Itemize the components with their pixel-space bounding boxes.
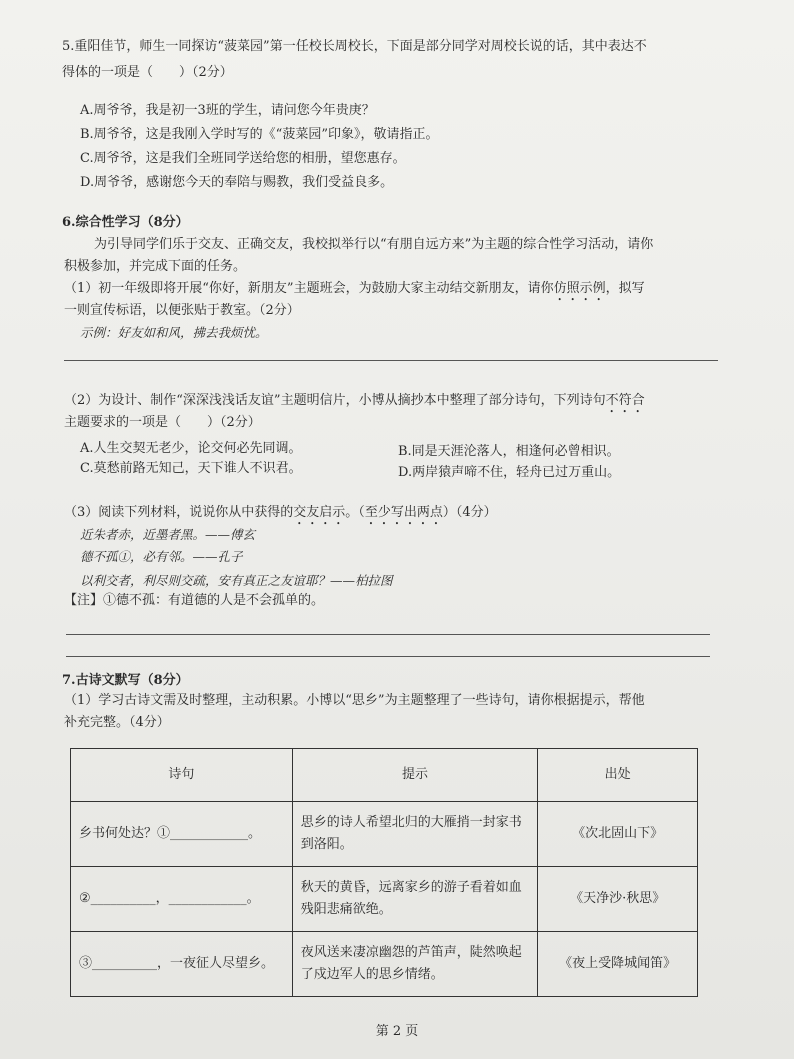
table-row: [71, 932, 698, 997]
source-cell: 《天净沙·秋思》: [538, 867, 698, 932]
q6-intro-line2: 积极参加，并完成下面的任务。: [64, 259, 247, 274]
source-cell: 《次北固山下》: [538, 802, 698, 867]
hint-cell: 夜风送来凄凉幽怨的芦笛声，陡然唤起了戍边军人的思乡情绪。: [292, 932, 538, 997]
q6-part2-option-d: D.两岸猿声啼不住，轻舟已过万重山。: [398, 465, 621, 480]
poem-table-header-row: [71, 749, 698, 802]
q6-part3-emphasis-2: 至少写出两点: [364, 505, 443, 520]
hint-cell: 思乡的诗人希望北归的大雁捎一封家书到洛阳。: [292, 802, 538, 867]
verse-cell[interactable]: ③__________，一夜征人尽望乡。: [71, 932, 293, 997]
q6-part2-text-a: （2）为设计、制作“深深浅浅话友谊”主题明信片，小博从摘抄本中整理了部分诗句，下列诗句: [64, 393, 606, 408]
q6-part3-text-b: 。（: [345, 505, 365, 520]
q5-option-c: C.周爷爷，这是我们全班同学送给您的相册，望您惠存。: [80, 151, 406, 166]
q6-part2-option-a: A.人生交契无老少，论交何必先同调。: [80, 441, 302, 456]
q6-quote-2: 德不孤①，必有邻。——孔子: [80, 549, 243, 564]
q6-part3-emphasis-1: 交友启示: [293, 505, 346, 520]
q6-quote-3: 以利交者，利尽则交疏，安有真正之友谊耶？——柏拉图: [80, 573, 393, 588]
q6-note: 【注】①德不孤：有道德的人是不会孤单的。: [64, 593, 325, 608]
q6-part3-text-c: ）（4分）: [442, 505, 497, 520]
q6-part1-text-a: （1）初一年级即将开展“你好，新朋友”主题班会，为鼓励大家主动结交新朋友，请你: [64, 281, 554, 296]
q6-part3-answer-line-2[interactable]: [66, 656, 710, 657]
q6-part2-option-c: C.莫愁前路无知己，天下谁人不识君。: [80, 461, 302, 476]
header-verse: 诗句: [71, 749, 293, 802]
q5-line1: 5.重阳佳节，师生一同探访“菠菜园”第一任校长周校长，下面是部分同学对周校长说的话，其中表达不: [62, 39, 647, 54]
header-source: 出处: [538, 749, 698, 802]
q6-part3-text-a: （3）阅读下列材料，说说你从中获得的: [64, 505, 294, 520]
q6-part1-line2: 一则宣传标语，以便张贴于教室。（2分）: [64, 303, 300, 318]
verse-cell[interactable]: 乡书何处达？①____________。: [71, 802, 293, 867]
header-hint: 提示: [292, 749, 538, 802]
q6-part3-answer-line-1[interactable]: [66, 634, 710, 635]
q5-line2: 得体的一项是（ ）（2分）: [62, 65, 233, 80]
q5-option-a: A.周爷爷，我是初一3班的学生，请问您今年贵庚？: [80, 103, 375, 118]
page-number: 第 2 页: [375, 1024, 419, 1039]
q7-part1-line2: 补充完整。（4分）: [64, 715, 170, 730]
poem-table: [70, 748, 698, 997]
q6-part1-emphasis: 仿照示例: [553, 281, 606, 296]
q6-intro-line1: 为引导同学们乐于交友、正确交友，我校拟举行以“有朋自远方来”为主题的综合性学习活动，请你: [94, 237, 654, 252]
q7-title: 7.古诗文默写（8分）: [62, 673, 189, 688]
q7-part1-line1: （1）学习古诗文需及时整理，主动积累。小博以“思乡”为主题整理了一些诗句，请你根据提示，帮他: [64, 693, 645, 708]
q5-option-d: D.周爷爷，感谢您今天的奉陪与赐教，我们受益良多。: [80, 175, 394, 190]
q6-example: 示例：好友如和风，拂去我烦忧。: [80, 325, 268, 340]
q6-part2-option-b: B.同是天涯沦落人，相逢何必曾相识。: [398, 444, 620, 459]
q6-part1-text-b: ，拟写: [605, 281, 645, 296]
q6-part2-emphasis: 不符合: [605, 393, 645, 408]
hint-cell: 秋天的黄昏，远离家乡的游子看着如血残阳悲痛欲绝。: [292, 867, 538, 932]
q6-part1-answer-line[interactable]: [64, 360, 718, 361]
table-row: [71, 802, 698, 867]
table-row: [71, 867, 698, 932]
q6-quote-1: 近朱者赤，近墨者黑。——傅玄: [80, 527, 256, 542]
source-cell: 《夜上受降城闻笛》: [538, 932, 698, 997]
q6-title: 6.综合性学习（8分）: [62, 215, 189, 230]
q5-option-b: B.周爷爷，这是我刚入学时写的《“菠菜园”印象》，敬请指正。: [80, 127, 439, 142]
q6-part2-line2: 主题要求的一项是（ ）（2分）: [64, 415, 261, 430]
verse-cell[interactable]: ②__________，____________。: [71, 867, 293, 932]
